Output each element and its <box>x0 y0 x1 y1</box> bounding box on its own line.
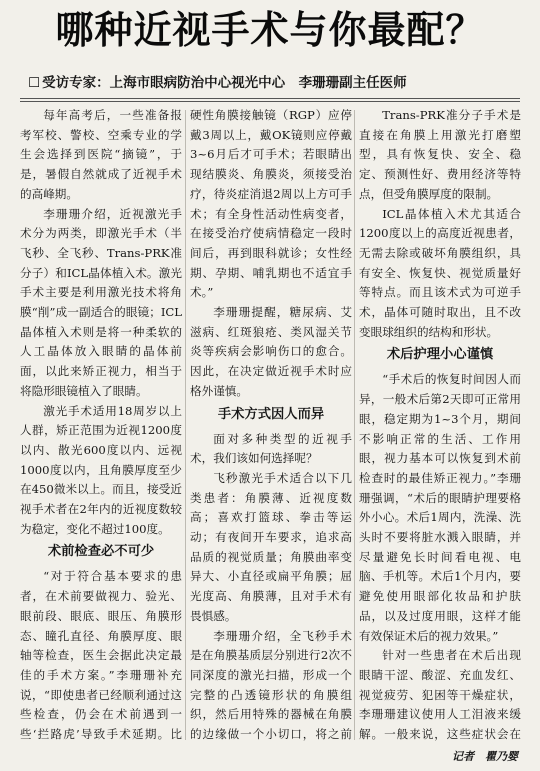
article-column-3 <box>359 106 521 746</box>
paragraph: 面对多种类型的近视手术，我们该如何选择呢？ <box>190 431 352 466</box>
headline: 哪种近视手术与你最配？ <box>55 8 485 52</box>
section-heading: 手术方式因人而异 <box>217 406 325 422</box>
section-heading: 术后护理小心谨慎 <box>386 347 494 363</box>
article-column-2 <box>190 106 352 746</box>
paragraph: ICL晶体植入术尤其适合1200度以上的高度近视患者，无需去除或破坏角膜组织，具有安全、恢复快、视觉质量好等特点。而且该术式为可逆手术，晶体可随时取出，且不改变眼球组织的结构和形状。 <box>359 206 521 339</box>
paragraph: 每年高考后，一些准备报考军校、警校、空乘专业的学生会选择到医院“摘镜”，于是，暑假自然就成了近视手术的高峰期。 <box>20 108 182 201</box>
section-heading: 术前检查必不可少 <box>47 544 155 560</box>
paragraph: 针对一些患者在术后出现眼睛干涩、酸涩、充血发红、视觉疲劳、犯困等干燥症状，李珊珊建议使用人工泪液来缓解。一般来说，这些症状会在 <box>359 648 521 742</box>
reporter-credit: 记者 瞿乃婴 <box>452 750 518 763</box>
checkbox-icon: ☐ <box>28 75 41 91</box>
paragraph: “对于符合基本要求的患者，在术前要做视力、验光、眼前段、眼底、眼压、角膜形态、瞳孔直径、角膜厚度、眼轴等检查，医生会据此决定最佳的手术方案。”李珊珊补充说，“即使患者已经顺利通过这些检查，仍会在术前遇到一些‘拦路虎’导致手术延期。比 <box>20 569 182 742</box>
paragraph: 飞秒激光手术适合以下几类患者：角膜薄、近视度数高；喜欢打篮球、拳击等运动；有夜间开车要求，追求高品质的视觉质量；角膜曲率变异大、小直径或扁平角膜；屈光度高、角膜薄，且对手术有畏惧感。 <box>190 470 352 623</box>
paragraph: 激光手术适用18周岁以上人群，矫正范围为近视1200度以内、散光600度以内、远视1000度以内，且角膜厚度至少在450微米以上。而且，接受近视手术者在2年内的近视度数较为稳定，变化不超过100度。 <box>20 403 182 536</box>
paragraph: Trans-PRK准分子手术是直接在角膜上用激光打磨塑型，具有恢复快、安全、稳定、预测性好、费用经济等特点，但受角膜厚度的限制。 <box>359 108 521 201</box>
column-divider <box>185 110 186 740</box>
paragraph: 李珊珊提醒，糖尿病、艾滋病、红斑狼疮、类风湿关节炎等疾病会影响伤口的愈合。因此，在决定做近视手术时应格外谨慎。 <box>190 305 352 398</box>
divider-line <box>20 101 520 102</box>
paragraph: “手术后的恢复时间因人而异，一般术后第2天即可正常用眼，稳定期为1~3个月，期间不影响正常的生活、工作用眼，视力基本可以恢复到术前检查时的最佳矫正视力。”李珊珊强调，“术后的眼睛护理要格外小心。术后1周内，洗澡、洗头时不要将脏水溅入眼睛，并尽量避免长时间看电视、电脑、手机等。术后1个月内，要避免使用眼部化妆品和护肤品，以及过度用眼，这样才能有效保证术后的视力效果。” <box>359 372 521 643</box>
paragraph: 硬性角膜接触镜（RGP）应停戴3周以上，戴OK镜则应停戴3~6月后才可手术；若眼睛出现结膜炎、角膜炎，须接受治疗，待炎症消退2周以上方可手术；有全身性活动性病变者，在接受治疗使病情稳定一段时间后，再到眼科就诊；女性经期、孕期、哺乳期也不适宜手术。” <box>190 108 352 300</box>
paragraph: 李珊珊介绍，全飞秒手术是在角膜基质层分别进行2次不同深度的激光扫描，形成一个完整的凸透镜形状的角膜组织，然后用特殊的器械在角膜的边缘做一个小切口，将之前 <box>190 628 352 742</box>
paragraph: 李珊珊介绍，近视激光手术分为两类，即激光手术（半飞秒、全飞秒、Trans-PRK准分子）和ICL晶体植入术。激光手术主要是利用激光技术将角膜“削”成一副适合的眼镜；ICL晶体植入术则是将一种柔软的人工晶体放入眼睛的晶体前面，以此来矫正视力，相当于将隐形眼镜植入了眼睛。 <box>20 206 182 398</box>
article-column-1 <box>20 106 182 746</box>
column-divider <box>354 110 355 740</box>
byline <box>28 74 518 92</box>
byline-text: 受访专家：上海市眼病防治中心视光中心 李珊珊副主任医师 <box>42 75 407 91</box>
divider-line <box>20 98 520 99</box>
